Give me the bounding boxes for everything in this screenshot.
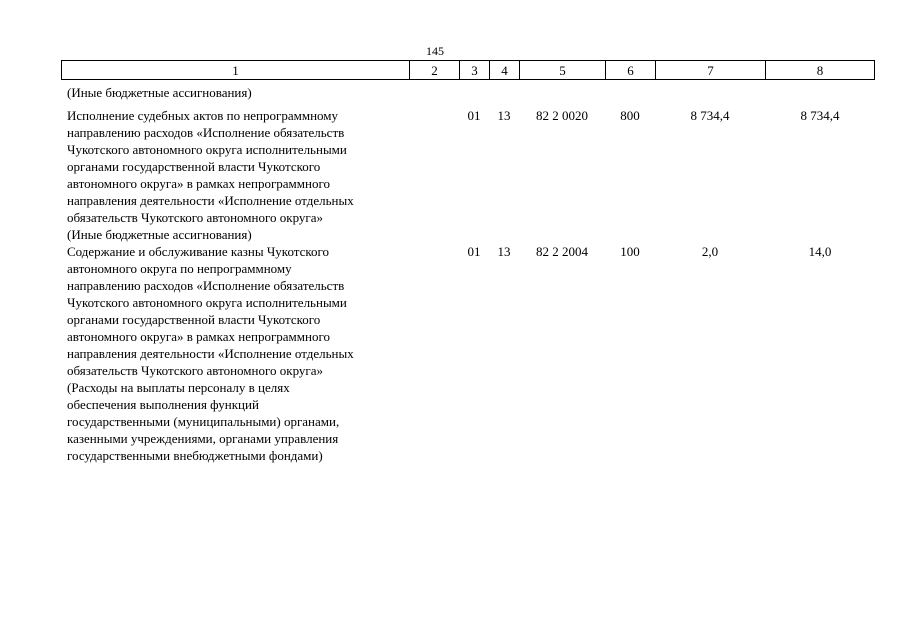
row-col-4: 13 xyxy=(497,108,511,123)
header-col-8: 8 xyxy=(765,60,875,80)
row-description xyxy=(61,243,409,464)
header-col-3: 3 xyxy=(459,60,489,80)
row-col-8 xyxy=(765,84,875,101)
description-line: (Иные бюджетные ассигнования) xyxy=(67,227,252,242)
row-col-5 xyxy=(519,84,605,101)
description-line: направлению расходов «Исполнение обязательств xyxy=(67,278,345,293)
header-col-4: 4 xyxy=(489,60,519,80)
page-number: 145 xyxy=(426,44,444,58)
row-col-5: 82 2 0020 xyxy=(536,108,588,123)
description-line: казенными учреждениями, органами управления xyxy=(67,431,339,446)
description-line: автономного округа» в рамках непрограммного xyxy=(67,176,330,191)
row-col-3: 01 xyxy=(467,108,481,123)
description-line: государственными внебюджетными фондами) xyxy=(67,448,323,463)
description-line: Чукотского автономного округа исполнительными xyxy=(67,295,347,310)
row-description xyxy=(61,107,409,243)
row-col-4: 13 xyxy=(497,244,511,259)
description-line: автономного округа» в рамках непрограммного xyxy=(67,329,330,344)
table-row xyxy=(61,84,875,101)
table-header-row xyxy=(61,60,875,80)
row-col-7: 2,0 xyxy=(701,244,719,259)
row-col-6: 800 xyxy=(620,108,640,123)
table-row xyxy=(61,107,875,243)
description-line: Исполнение судебных актов по непрограммному xyxy=(67,108,339,123)
description-line: направления деятельности «Исполнение отдельных xyxy=(67,193,354,208)
description-line: направлению расходов «Исполнение обязательств xyxy=(67,125,345,140)
header-col-1: 1 xyxy=(61,60,409,80)
row-col-3: 01 xyxy=(467,244,481,259)
row-col-6: 100 xyxy=(620,244,640,259)
row-col-2 xyxy=(409,243,459,464)
row-col-7: 8 734,4 xyxy=(690,108,730,123)
row-description xyxy=(61,84,409,101)
description-line: органами государственной власти Чукотского xyxy=(67,312,321,327)
row-col-4 xyxy=(489,84,519,101)
row-col-6 xyxy=(605,84,655,101)
row-col-8: 14,0 xyxy=(808,244,832,259)
description-line: Чукотского автономного округа исполнительными xyxy=(67,142,347,157)
row-col-7 xyxy=(655,84,765,101)
description-line: Содержание и обслуживание казны Чукотского xyxy=(67,244,330,259)
row-col-2 xyxy=(409,84,459,101)
description-line: направления деятельности «Исполнение отдельных xyxy=(67,346,354,361)
header-col-6: 6 xyxy=(605,60,655,80)
row-col-8: 8 734,4 xyxy=(800,108,840,123)
description-line: обязательств Чукотского автономного округа» xyxy=(67,363,323,378)
row-col-3 xyxy=(459,84,489,101)
header-col-5: 5 xyxy=(519,60,605,80)
description-line: государственными (муниципальными) органами, xyxy=(67,414,340,429)
description-line: (Иные бюджетные ассигнования) xyxy=(67,85,252,100)
description-line: органами государственной власти Чукотского xyxy=(67,159,321,174)
description-line: автономного округа по непрограммному xyxy=(67,261,292,276)
row-col-2 xyxy=(409,107,459,243)
table-row xyxy=(61,243,875,464)
row-col-5: 82 2 2004 xyxy=(536,244,588,259)
description-line: обязательств Чукотского автономного округа» xyxy=(67,210,323,225)
header-col-2: 2 xyxy=(409,60,459,80)
header-col-7: 7 xyxy=(655,60,765,80)
table-body xyxy=(61,84,875,464)
description-line: (Расходы на выплаты персоналу в целях xyxy=(67,380,290,395)
description-line: обеспечения выполнения функций xyxy=(67,397,259,412)
